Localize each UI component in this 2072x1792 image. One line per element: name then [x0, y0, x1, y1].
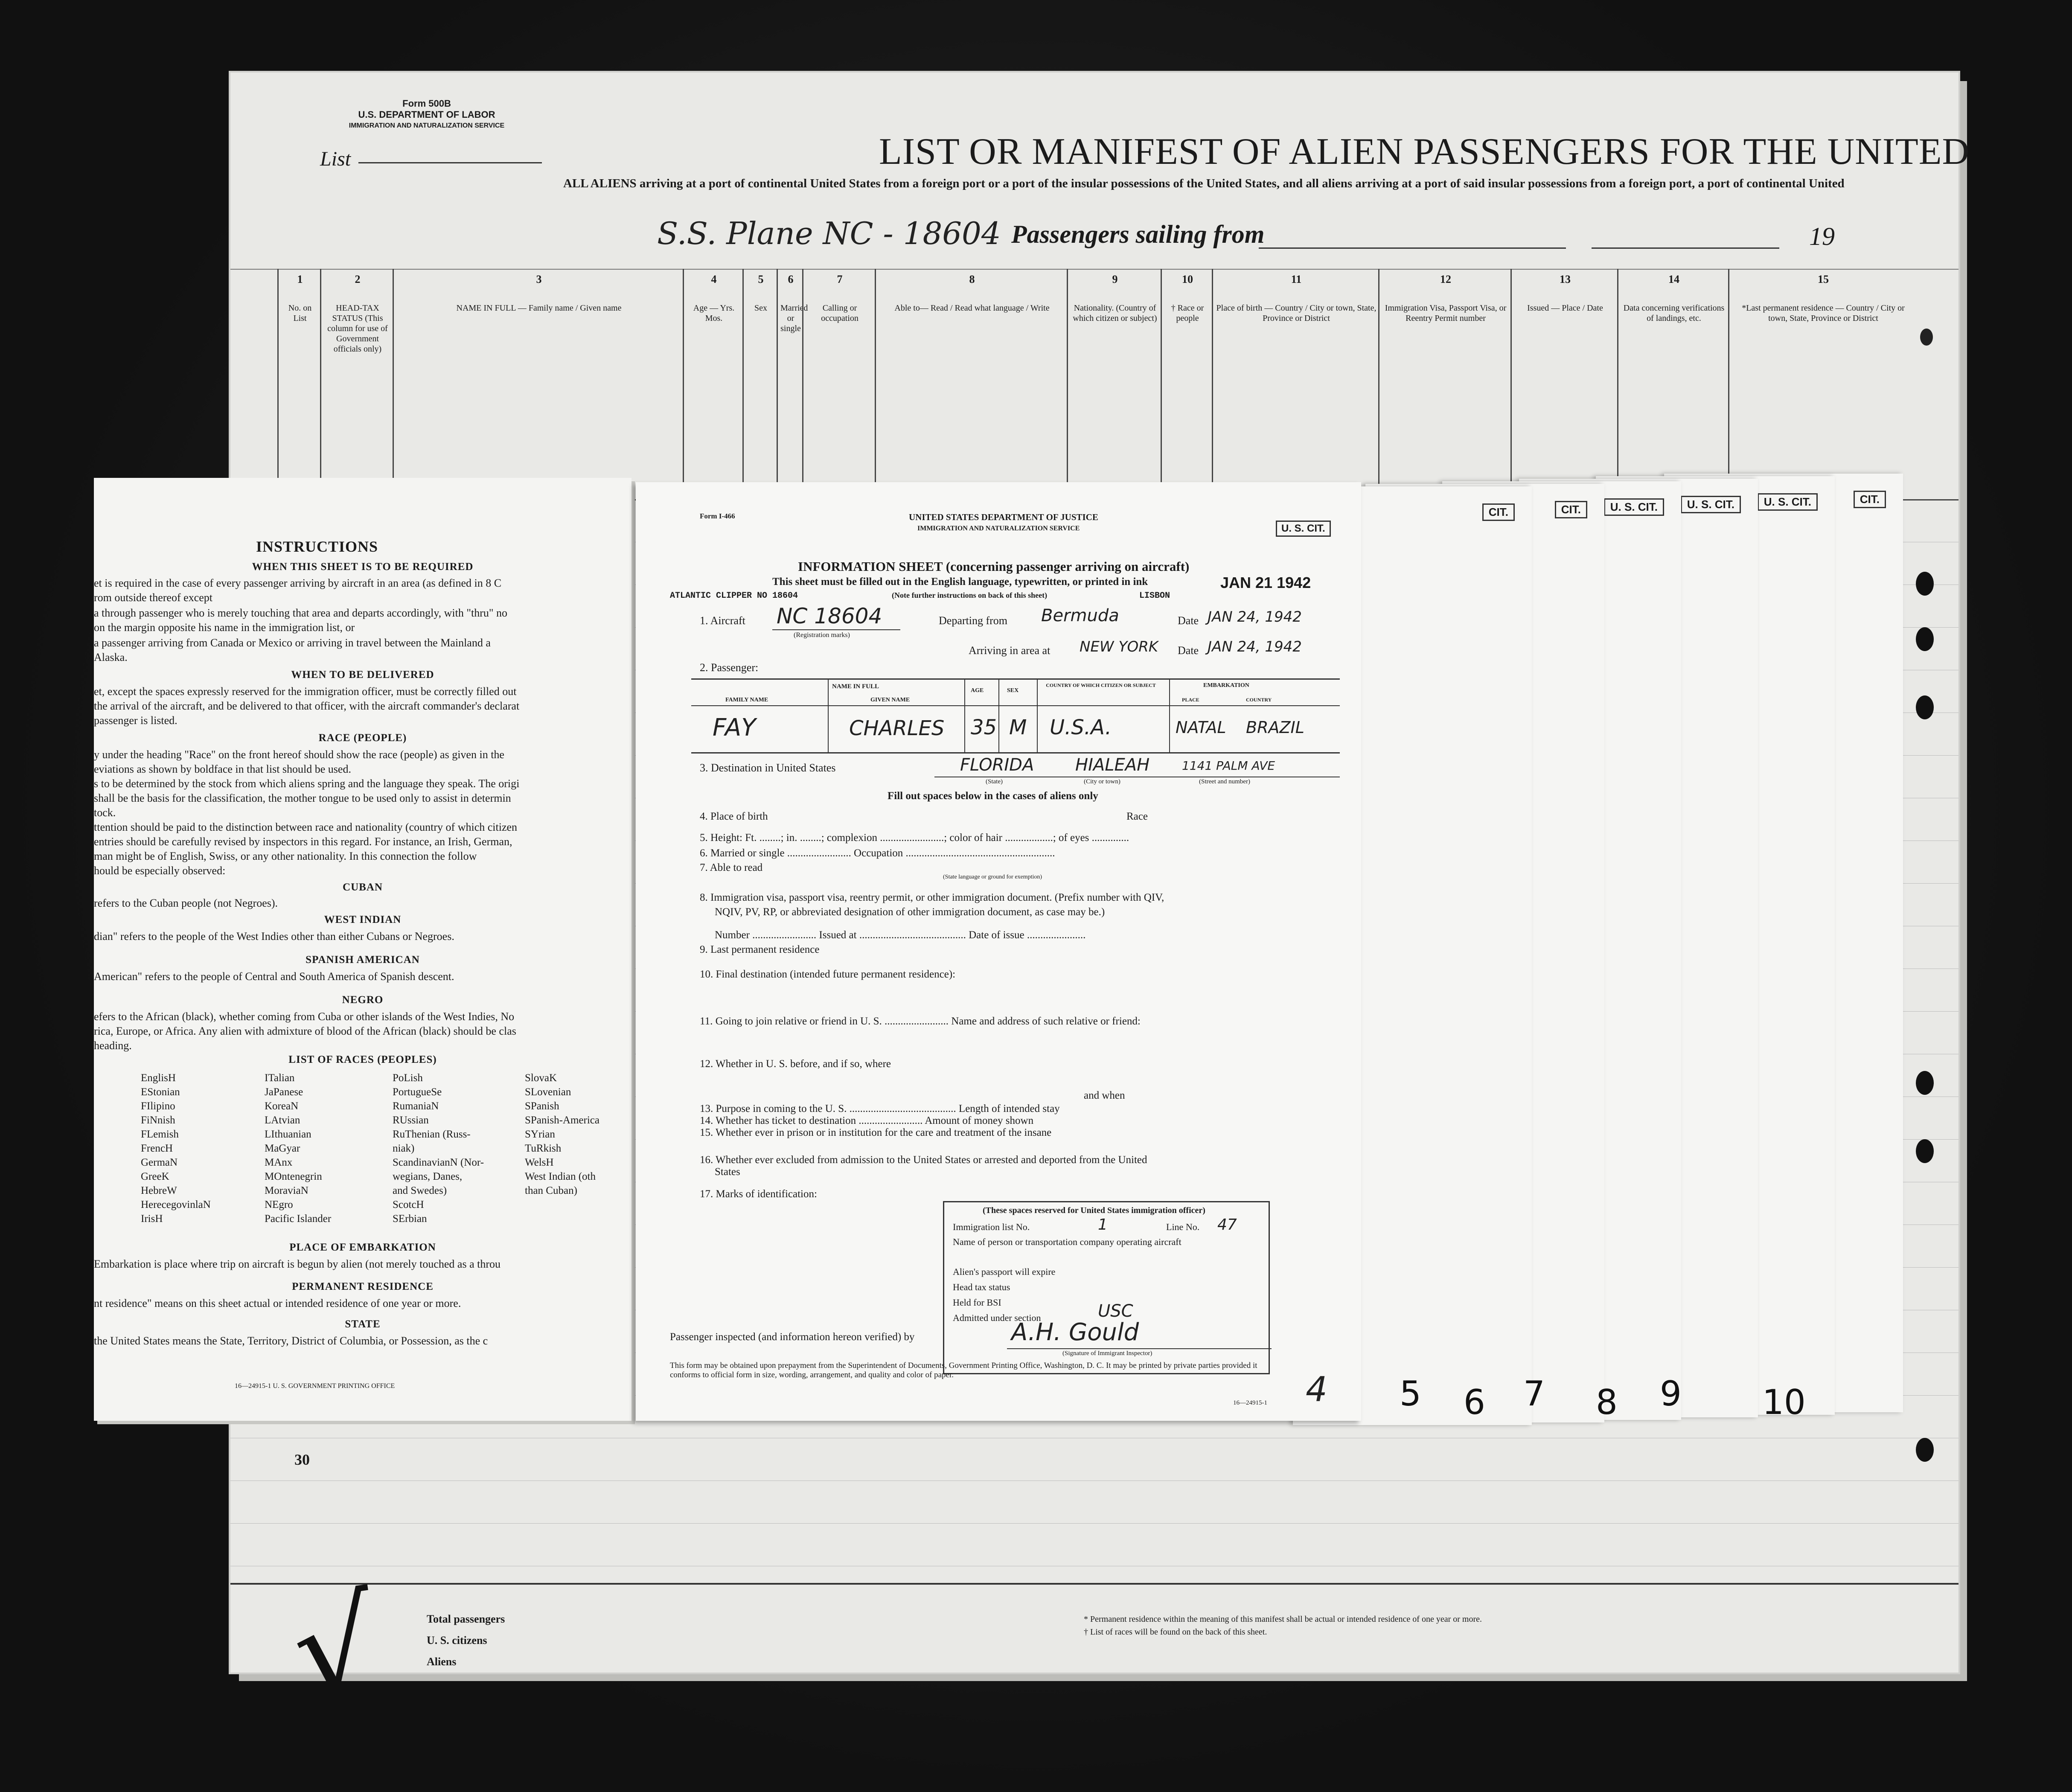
passenger-table [691, 678, 1340, 753]
instr-line: refers to the Cuban people (not Negroes). [94, 897, 278, 909]
instr-code: 16—24915-1 U. S. GOVERNMENT PRINTING OFFICE [235, 1382, 395, 1390]
race-entry: PortugueSe [393, 1086, 442, 1098]
citizen-box: CIT. [1854, 491, 1886, 508]
q12: 12. Whether in U. S. before, and if so, where [700, 1058, 891, 1070]
q10: 10. Final destination (intended future permanent residence): [700, 969, 956, 980]
instr-line: a through passenger who is merely touching that area and departs accordingly, with "thru" no [94, 607, 507, 619]
manifest-form-id [316, 98, 538, 131]
list-no-value: 1 [1098, 1216, 1108, 1233]
manifest-column-4 [683, 269, 744, 499]
section-list-of-races: LIST OF RACES (PEOPLES) [288, 1054, 437, 1065]
stacked-sheet-number: 8 [1596, 1382, 1618, 1422]
instr-line: the United States means the State, Territory, District of Columbia, or Possession, as the c [94, 1335, 488, 1347]
manifest-column-15 [1728, 269, 1917, 499]
total-passengers-text: Total passengers [427, 1613, 505, 1625]
aircraft-value: NC 18604 [777, 604, 882, 628]
citizen-box: U. S. CIT. [1758, 493, 1818, 511]
section-place-of-embarkation: PLACE OF EMBARKATION [289, 1242, 436, 1253]
section-negro: NEGRO [342, 994, 384, 1006]
footnote-1: * Permanent residence within the meaning of this manifest shall be actual or intended residence of one year or more. [1084, 1615, 1482, 1624]
column-number: 6 [788, 273, 794, 285]
passenger-given: CHARLES [849, 716, 945, 740]
race-entry: LIthuanian [265, 1129, 311, 1140]
sheet-number: 4 [1306, 1370, 1327, 1409]
q14: 14. Whether has ticket to destination ........................ Amount of money shown [700, 1115, 1034, 1126]
instr-line: s to be determined by the stock from which aliens spring and the language they speak. The origi [94, 777, 520, 790]
date-stamp: JAN 21 1942 [1220, 574, 1311, 591]
th-name-in-full: NAME IN FULL [832, 683, 879, 690]
arrive-date-label: Date [1178, 644, 1199, 657]
th-place: PLACE [1182, 697, 1199, 703]
column-number: 7 [837, 273, 843, 285]
punch-hole [1916, 695, 1934, 719]
instr-line: et is required in the case of every passenger arriving by aircraft in an area (as defined in 8 C [94, 577, 502, 589]
service: IMMIGRATION AND NATURALIZATION SERVICE [349, 122, 505, 129]
th-age: AGE [971, 687, 984, 694]
bsi-label: Held for BSI [953, 1297, 1001, 1308]
race-entry: TuRkish [525, 1143, 562, 1154]
column-label: Data concerning verifications of landings, etc. [1623, 303, 1725, 323]
instr-line: entries should be carefully revised by inspectors in this regard. For instance, an Irish, German, [94, 835, 512, 848]
manifest-column-11 [1212, 269, 1379, 499]
line-no-label: Line No. [1166, 1222, 1200, 1232]
race-entry: MoraviaN [265, 1185, 308, 1196]
row-number-30: 30 [294, 1451, 310, 1468]
column-label: Calling or occupation [821, 303, 858, 323]
citizen-box: CIT. [1555, 501, 1587, 518]
departing-value: Bermuda [1041, 606, 1119, 625]
column-label: Place of birth — Country / City or town, State, Province or District [1216, 303, 1376, 323]
q11: 11. Going to join relative or friend in U. S. ........................ Name and address of such relative or friend: [700, 1015, 1141, 1027]
q5: 5. Height: Ft. ........; in. ........; complexion ........................; color of hair ..................; of eyes .............. [700, 832, 1129, 844]
race-entry: FLemish [141, 1129, 179, 1140]
passenger-country: BRAZIL [1246, 718, 1304, 737]
punch-hole [1916, 627, 1934, 651]
inspector-signature: A.H. Gould [1011, 1318, 1139, 1346]
race-entry: HebreW [141, 1185, 177, 1196]
column-label: Immigration Visa, Passport Visa, or Reentry Permit number [1385, 303, 1507, 323]
race-entry: FIlipino [141, 1100, 175, 1112]
street-caption: (Street and number) [1199, 778, 1250, 785]
punch-hole [1920, 329, 1933, 346]
races-column-4 [525, 1071, 599, 1198]
departing-label: Departing from [939, 614, 1008, 627]
operator-label: Name of person or transportation company operating aircraft [953, 1236, 1182, 1247]
column-label: *Last permanent residence — Country / City or town, State, Province or District [1742, 303, 1905, 323]
instr-line: eviations as shown by boldface in that list should be used. [94, 763, 351, 775]
manifest-column-10 [1161, 269, 1213, 499]
depart-date-value: JAN 24, 1942 [1208, 608, 1302, 625]
column-label: Issued — Place / Date [1527, 303, 1603, 313]
manifest-column-3 [393, 269, 684, 499]
th-sex: SEX [1007, 687, 1019, 694]
race-entry: MOntenegrin [265, 1171, 322, 1182]
column-label: No. on List [288, 303, 312, 323]
q4: 4. Place of birth [700, 811, 768, 822]
th-country: COUNTRY OF WHICH CITIZEN OR SUBJECT [1046, 682, 1156, 688]
section-race: RACE (PEOPLE) [318, 732, 407, 744]
punch-hole [1916, 1071, 1934, 1095]
reserved-title: (These spaces reserved for United States immigration officer) [983, 1206, 1205, 1215]
arriving-label: Arriving in area at [969, 644, 1051, 657]
us-citizens-label [427, 1630, 505, 1651]
list-line [358, 162, 542, 163]
typed-clipper: ATLANTIC CLIPPER NO 18604 [670, 591, 798, 601]
column-label: Age — Yrs. Mos. [693, 303, 735, 323]
column-number: 5 [758, 273, 764, 285]
th-embarkation: EMBARKATION [1203, 682, 1249, 689]
aliens-text: Aliens [427, 1655, 457, 1668]
manifest-footnotes [1084, 1613, 1482, 1638]
q13: 13. Purpose in coming to the U. S. ........................................ Length of intended stay [700, 1103, 1060, 1114]
year-prefix: 19 [1809, 222, 1835, 250]
q7-caption: (State language or ground for exemption) [943, 874, 1042, 880]
signature-caption: (Signature of Immigrant Inspector) [1062, 1350, 1152, 1357]
info-instruction: This sheet must be filled out in the English language, typewritten, or printed in ink [772, 576, 1148, 588]
race-entry: niak) [393, 1143, 415, 1154]
destination-label: 3. Destination in United States [700, 762, 836, 774]
race-entry: EnglisH [141, 1072, 176, 1084]
manifest-column-2 [320, 269, 394, 499]
th-given: GIVEN NAME [870, 697, 910, 703]
depart-date-label: Date [1178, 614, 1199, 627]
aircraft-line [772, 629, 900, 630]
race-entry: IrisH [141, 1213, 163, 1225]
race-entry: JaPanese [265, 1086, 303, 1098]
passenger-place: NATAL [1176, 718, 1226, 737]
column-number: 3 [536, 273, 542, 285]
q9: 9. Last permanent residence [700, 944, 820, 955]
passenger-sex: M [1009, 716, 1027, 739]
race-entry: SLovenian [525, 1086, 571, 1098]
instructions-title: INSTRUCTIONS [256, 538, 378, 555]
fill-out-note: Fill out spaces below in the cases of aliens only [888, 790, 1098, 802]
column-number: 15 [1818, 273, 1829, 285]
instr-line: Embarkation is place where trip on aircraft is begun by alien (not merely touched as a throu [94, 1258, 501, 1270]
race-entry: GreeK [141, 1171, 169, 1182]
races-column-3 [393, 1071, 484, 1226]
instr-line: efers to the African (black), whether coming from Cuba or other islands of the West Indies, No [94, 1010, 515, 1023]
race-entry: FrencH [141, 1143, 173, 1154]
information-sheet [636, 482, 1361, 1421]
column-label: † Race or people [1171, 303, 1204, 323]
race-entry: FiNnish [141, 1114, 175, 1126]
column-number: 13 [1560, 273, 1571, 285]
manifest-column-9 [1067, 269, 1162, 499]
manifest-column-6 [777, 269, 808, 499]
list-label: List [320, 148, 351, 170]
citizen-box: CIT. [1482, 503, 1515, 521]
passenger-age: 35 [971, 716, 997, 739]
instr-line: a passenger arriving from Canada or Mexico or arriving in travel between the Mainland a [94, 637, 491, 649]
column-label: NAME IN FULL — Family name / Given name [456, 303, 622, 313]
instr-line: et, except the spaces expressly reserved for the immigration officer, must be correctly filled out [94, 685, 517, 698]
instr-line: man might be of English, Swiss, or any other nationality. In this connection the follow [94, 850, 477, 862]
manifest-title: LIST OR MANIFEST OF ALIEN PASSENGERS FOR THE UNITED [879, 131, 1970, 172]
stacked-sheet-number: 7 [1523, 1374, 1545, 1414]
instr-line: nt residence" means on this sheet actual or intended residence of one year or more. [94, 1297, 461, 1309]
passenger-citizen: U.S.A. [1050, 716, 1112, 739]
section-when-delivered: WHEN TO BE DELIVERED [291, 669, 434, 681]
column-number: 2 [355, 273, 361, 285]
instr-line: heading. [94, 1039, 132, 1052]
manifest-column-12 [1378, 269, 1512, 499]
citizen-box: U. S. CIT. [1681, 496, 1741, 513]
instr-line: rom outside thereof except [94, 591, 212, 604]
state-caption: (State) [986, 778, 1003, 785]
race-entry: SPanish [525, 1100, 559, 1112]
sailing-line [1259, 247, 1566, 249]
info-service: IMMIGRATION AND NATURALIZATION SERVICE [917, 525, 1080, 532]
q7: 7. Able to read [700, 862, 763, 873]
aircraft-label: 1. Aircraft [700, 614, 745, 627]
stacked-sheet-number: 10 [1762, 1382, 1806, 1422]
manifest-column-1 [277, 269, 321, 499]
instr-line: shall be the basis for the classification, the mother tongue to be used only to assist in determin [94, 792, 511, 804]
section-spanish-american: SPANISH AMERICAN [306, 954, 420, 966]
section-state: STATE [345, 1318, 381, 1330]
check-mark: √ [284, 1569, 386, 1728]
arriving-value: NEW YORK [1080, 638, 1158, 655]
q8b: NQIV, PV, RP, or abbreviated designation of other immigration document, as case may be.) [715, 906, 1105, 918]
grid-bottom-line [230, 1583, 1959, 1585]
race-entry: KoreaN [265, 1100, 299, 1112]
q17: 17. Marks of identification: [700, 1188, 817, 1200]
us-citizens-text: U. S. citizens [427, 1634, 487, 1647]
race-entry: RumaniaN [393, 1100, 439, 1112]
manifest-column-5 [742, 269, 778, 499]
headtax-label: Head tax status [953, 1282, 1010, 1292]
instr-line: the arrival of the aircraft, and be delivered to that officer, with the aircraft commander's declarat [94, 700, 520, 712]
race-entry: and Swedes) [393, 1185, 447, 1196]
arrive-date-value: JAN 24, 1942 [1208, 638, 1302, 655]
destination-city: HIALEAH [1075, 755, 1150, 775]
manifest-column-14 [1617, 269, 1729, 499]
manifest-column-13 [1510, 269, 1618, 499]
column-number: 1 [297, 273, 303, 285]
q15: 15. Whether ever in prison or in institution for the care and treatment of the insane [700, 1127, 1052, 1138]
race-entry: RuThenian (Russ- [393, 1129, 471, 1140]
year-line [1592, 247, 1779, 249]
race-entry: SPanish-America [525, 1114, 599, 1126]
race-entry: wegians, Danes, [393, 1171, 463, 1182]
race-entry: WelsH [525, 1157, 554, 1168]
punch-hole [1916, 1139, 1934, 1163]
info-title: INFORMATION SHEET (concerning passenger arriving on aircraft) [798, 559, 1190, 574]
race-entry: SErbian [393, 1213, 427, 1225]
section-permanent-residence: PERMANENT RESIDENCE [292, 1281, 434, 1292]
race-entry: SlovaK [525, 1072, 557, 1084]
manifest-row-line [230, 1523, 1959, 1524]
us-cit-box: U. S. CIT. [1276, 521, 1331, 537]
form-number: Form 500B [402, 98, 451, 109]
totals-block [427, 1609, 505, 1673]
column-number: 10 [1182, 273, 1193, 285]
department: U.S. DEPARTMENT OF LABOR [358, 109, 495, 120]
race-entry: LAtvian [265, 1114, 300, 1126]
manifest-column-8 [875, 269, 1068, 499]
instr-line: dian" refers to the people of the West Indies other than either Cubans or Negroes. [94, 930, 454, 943]
column-number: 4 [711, 273, 717, 285]
section-west-indian: WEST INDIAN [324, 914, 402, 925]
race-entry: NEgro [265, 1199, 293, 1210]
column-number: 14 [1668, 273, 1679, 285]
race-entry: ITalian [265, 1072, 295, 1084]
instr-line: rica, Europe, or Africa. Any alien with admixture of blood of the African (black) should be clas [94, 1025, 516, 1037]
manifest-subtitle: ALL ALIENS arriving at a port of continental United States from a foreign port or a port of the insular possessions of the United States, and all aliens arriving at a port of said insular possessions from a foreign port, a port of continental United [563, 177, 1845, 190]
column-number: 8 [969, 273, 975, 285]
q16b: States [715, 1166, 740, 1178]
instr-line: hould be especially observed: [94, 864, 226, 877]
passport-label: Alien's passport will expire [953, 1266, 1056, 1277]
column-label: Nationality. (Country of which citizen or subject) [1073, 303, 1157, 323]
race-entry: PoLish [393, 1072, 423, 1084]
race-entry: EStonian [141, 1086, 180, 1098]
info-dept: UNITED STATES DEPARTMENT OF JUSTICE [909, 512, 1098, 522]
stacked-sheet-number: 6 [1464, 1382, 1485, 1422]
q8c: Number ........................ Issued at ........................................ Date of issue ...................... [715, 929, 1086, 941]
admitted-label: Admitted under section [953, 1312, 1041, 1323]
section-when-required: WHEN THIS SHEET IS TO BE REQUIRED [252, 561, 474, 573]
inspected-label: Passenger inspected (and information hereon verified) by [670, 1331, 915, 1343]
column-number: 9 [1112, 273, 1118, 285]
instr-line: ttention should be paid to the distinction between race and nationality (country of which citizen [94, 821, 518, 833]
column-number: 11 [1291, 273, 1302, 285]
typed-origin: LISBON [1139, 591, 1170, 601]
instructions-sheet [94, 478, 631, 1421]
passenger-label: 2. Passenger: [700, 661, 759, 674]
race-entry: MaGyar [265, 1143, 300, 1154]
total-passengers-label [427, 1609, 505, 1630]
race-entry: RUssian [393, 1114, 429, 1126]
column-number: 12 [1440, 273, 1451, 285]
stacked-sheet-number: 5 [1400, 1374, 1421, 1414]
city-caption: (City or town) [1084, 778, 1120, 785]
races-column-1 [141, 1071, 211, 1226]
column-label: Sex [754, 303, 767, 313]
column-label: Married or single [780, 303, 808, 333]
race-entry: GermaN [141, 1157, 178, 1168]
race-entry: ScotcH [393, 1199, 424, 1210]
race-entry: West Indian (oth [525, 1171, 596, 1182]
passenger-family: FAY [713, 714, 756, 742]
instr-line: tock. [94, 806, 116, 819]
sailing-label: Passengers sailing from [1011, 220, 1265, 248]
race-entry: HerecegovinlaN [141, 1199, 211, 1210]
registration-caption: (Registration marks) [794, 631, 850, 639]
list-no-label: Immigration list No. [953, 1222, 1030, 1232]
info-footer-code: 16—24915-1 [1233, 1399, 1267, 1406]
q12-and-when: and when [1084, 1090, 1125, 1101]
q8: 8. Immigration visa, passport visa, reentry permit, or other immigration document. (Prefix number with QIV, [700, 892, 1164, 903]
footnote-2: † List of races will be found on the back of this sheet. [1084, 1627, 1267, 1637]
destination-street: 1141 PALM AVE [1182, 759, 1275, 773]
manifest-column-7 [802, 269, 876, 499]
race-entry: Pacific Islander [265, 1213, 332, 1225]
th-family: FAMILY NAME [725, 697, 768, 703]
q16: 16. Whether ever excluded from admission to the United States or arrested and deported from the United [700, 1154, 1147, 1166]
punch-hole [1916, 1438, 1934, 1462]
th-country2: COUNTRY [1246, 697, 1272, 703]
ship-name: S.S. Plane NC - 18604 [657, 215, 1001, 251]
stacked-sheet-number: 9 [1660, 1374, 1682, 1414]
q6: 6. Married or single ........................ Occupation ........................................................ [700, 847, 1055, 859]
line-no-value: 47 [1217, 1216, 1237, 1233]
info-note: (Note further instructions on back of this sheet) [892, 591, 1048, 599]
instr-line: Alaska. [94, 651, 128, 663]
aliens-label [427, 1651, 505, 1673]
info-form-number: Form I-466 [700, 512, 735, 520]
destination-state: FLORIDA [960, 755, 1034, 775]
race-entry: MAnx [265, 1157, 293, 1168]
admitted-value: USC [1098, 1301, 1133, 1321]
column-label: HEAD-TAX STATUS (This column for use of Government officials only) [327, 303, 388, 354]
section-cuban: CUBAN [343, 881, 383, 893]
race-entry: than Cuban) [525, 1185, 577, 1196]
q4-race: Race [1126, 811, 1148, 822]
instr-line: American" refers to the people of Central and South America of Spanish descent. [94, 970, 454, 983]
citizen-box: U. S. CIT. [1604, 498, 1664, 516]
races-column-2 [265, 1071, 331, 1226]
column-label: Able to— Read / Read what language / Write [894, 303, 1050, 313]
race-entry: ScandinavianN (Nor- [393, 1157, 484, 1168]
instr-line: passenger is listed. [94, 714, 178, 727]
info-footer: This form may be obtained upon prepayment from the Superintendent of Documents, Government Printing Office, Washington, D. C. It may be printed by private parties provided it conforms to official form in size, wording, arrangement, and quality and color of paper. [670, 1361, 1257, 1379]
instr-line: on the margin opposite his name in the immigration list, or [94, 621, 355, 634]
instr-line: y under the heading "Race" on the front hereof should show the race (people) as given in the [94, 748, 504, 761]
race-entry: SYrian [525, 1129, 555, 1140]
punch-hole [1916, 572, 1934, 596]
